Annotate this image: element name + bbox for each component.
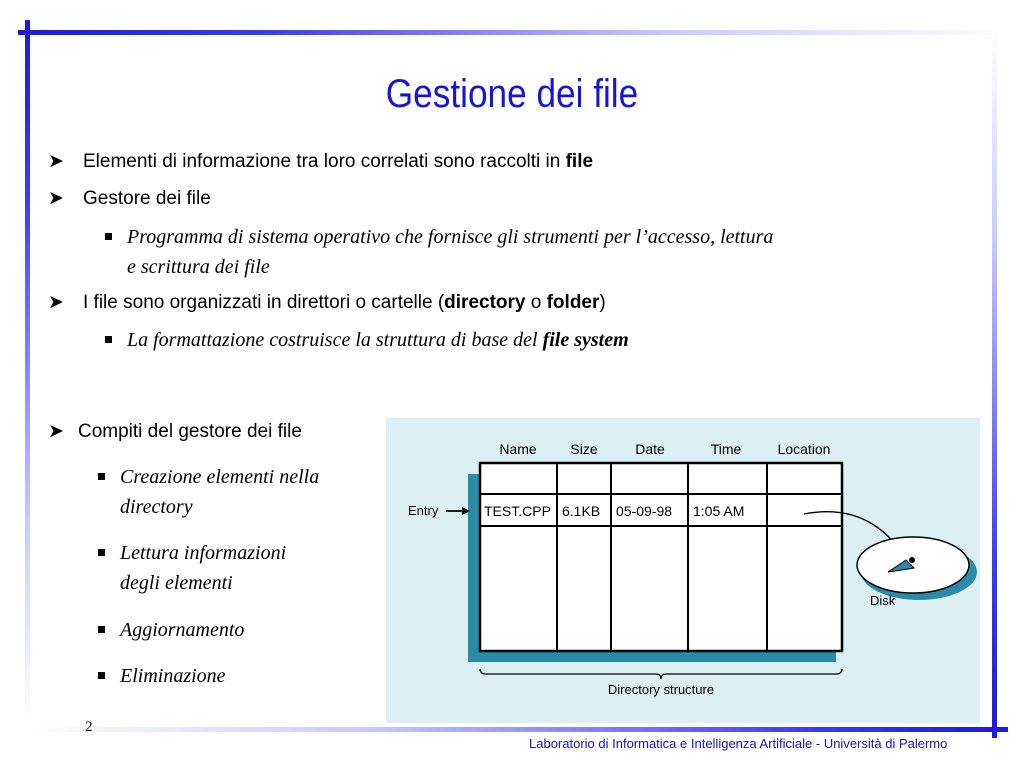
bullet-text: ) bbox=[599, 292, 606, 313]
bullet-bold-term: directory bbox=[444, 292, 526, 313]
square-bullet-icon bbox=[98, 626, 105, 633]
square-bullet-icon bbox=[105, 336, 112, 343]
task-line: Aggiornamento bbox=[120, 619, 245, 641]
square-bullet-icon bbox=[105, 233, 112, 240]
subbullet-line: e scrittura dei file bbox=[127, 256, 270, 278]
disk-icon bbox=[857, 537, 969, 593]
arrow-bullet-icon: ➤ bbox=[48, 151, 64, 172]
table-cell: 6.1KB bbox=[562, 503, 601, 519]
disk-label: Disk bbox=[870, 593, 896, 608]
bullet-bold-term: folder bbox=[546, 292, 600, 313]
square-bullet-icon bbox=[98, 549, 105, 556]
directory-diagram bbox=[386, 418, 980, 723]
table-bracket bbox=[480, 669, 842, 679]
table-cell: TEST.CPP bbox=[484, 503, 551, 519]
page-number: 2 bbox=[85, 719, 93, 735]
figure-caption: Directory structure bbox=[607, 682, 715, 697]
bullet-text: Compiti del gestore dei file bbox=[78, 421, 302, 442]
subbullet-line: La formattazione costruisce la struttura di base del bbox=[127, 329, 543, 351]
task-line: degli elementi bbox=[120, 572, 233, 594]
square-bullet-icon bbox=[98, 672, 105, 679]
subbullet-bold-term: file system bbox=[542, 329, 629, 351]
slide-title: Gestione dei file bbox=[385, 72, 639, 116]
frame-left-bar bbox=[25, 20, 30, 725]
bullet-bold-term: file bbox=[565, 151, 594, 172]
disk-spindle-icon bbox=[909, 557, 915, 563]
frame-bottom-bar bbox=[30, 727, 1008, 732]
column-header: Size bbox=[570, 441, 598, 457]
bullet-text: I file sono organizzati in direttori o cartelle ( bbox=[83, 292, 445, 313]
column-header: Name bbox=[499, 441, 537, 457]
frame-top-bar bbox=[18, 30, 1008, 35]
footer-text: Laboratorio di Informatica e Intelligenza Artificiale - Università di Palermo bbox=[529, 736, 948, 751]
task-line: Eliminazione bbox=[120, 665, 226, 687]
arrow-bullet-icon: ➤ bbox=[48, 188, 64, 209]
subbullet-line: Programma di sistema operativo che fornisce gli strumenti per l’accesso, lettura bbox=[127, 226, 774, 248]
table-cell: 1:05 AM bbox=[693, 503, 745, 519]
task-line: Lettura informazioni bbox=[120, 542, 287, 564]
arrow-bullet-icon: ➤ bbox=[48, 292, 64, 313]
square-bullet-icon bbox=[98, 473, 105, 480]
column-header: Time bbox=[710, 441, 742, 457]
bullet-text: Gestore dei file bbox=[83, 188, 211, 209]
directory-structure-figure bbox=[386, 418, 980, 723]
task-line: Creazione elementi nella bbox=[120, 466, 320, 488]
bullet-text: o bbox=[525, 292, 547, 313]
arrow-bullet-icon: ➤ bbox=[48, 421, 64, 442]
task-line: directory bbox=[120, 496, 193, 518]
directory-table bbox=[480, 463, 842, 651]
table-cell: 05-09-98 bbox=[616, 503, 673, 519]
bullet-text: Elementi di informazione tra loro correlati sono raccolti in bbox=[83, 151, 566, 172]
column-header: Location bbox=[777, 441, 831, 457]
frame-right-bar bbox=[992, 30, 997, 738]
entry-label: Entry bbox=[408, 503, 439, 518]
column-header: Date bbox=[635, 441, 665, 457]
